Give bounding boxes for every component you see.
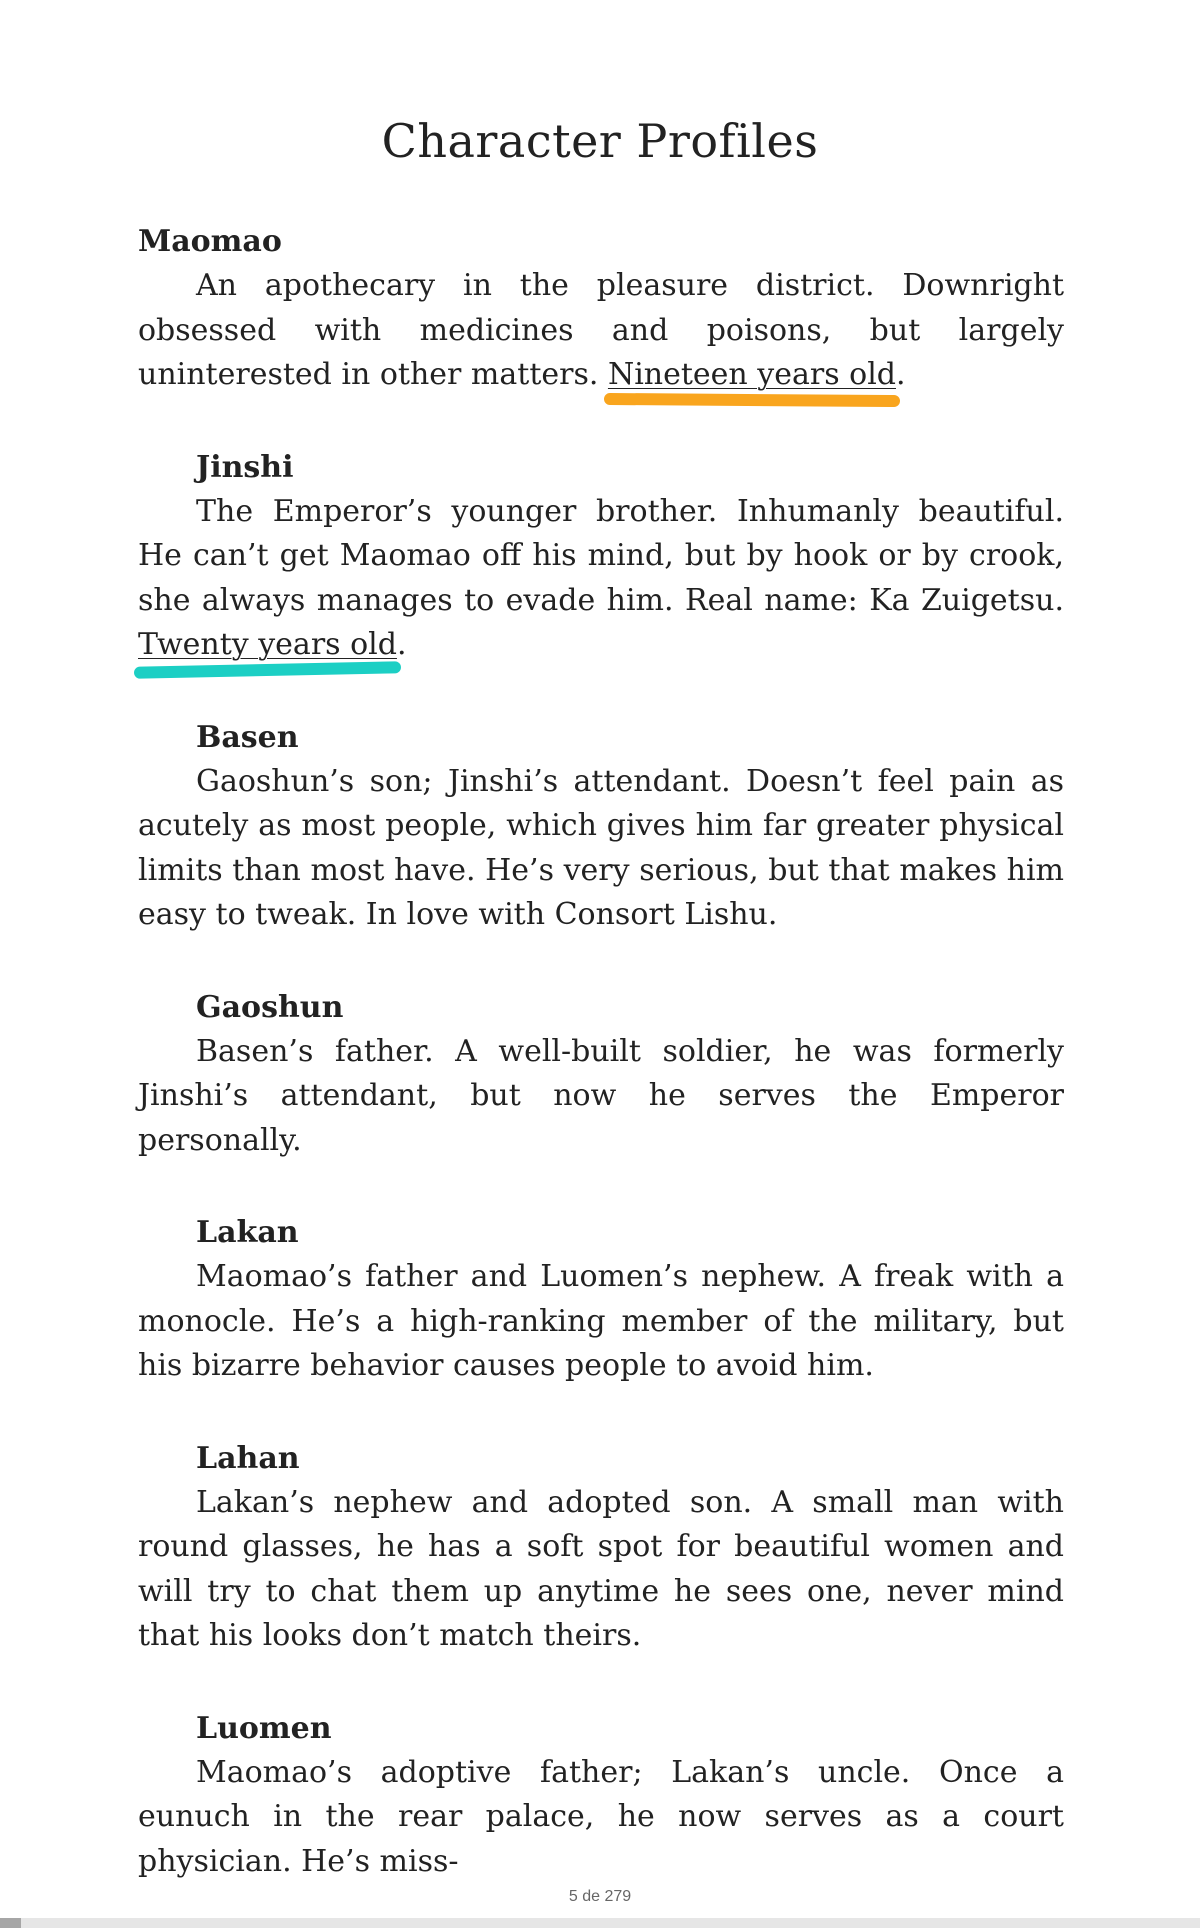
description-text-end: .: [896, 357, 906, 392]
character-description: Basen’s father. A well-built soldier, he was formerly Jinshi’s attendant, but now he serves the Emperor personally.: [138, 1033, 1064, 1158]
character-name: Gaoshun: [196, 989, 344, 1025]
character-entry-maomao: [138, 220, 1064, 398]
character-name: Luomen: [196, 1710, 332, 1746]
description-text: The Emperor’s younger brother. Inhumanly beautiful. He can’t get Maomao off his mind, but by hook or by crook, she always manages to evade him. Real name: Ka Zuigetsu.: [138, 493, 1064, 618]
reading-progress-fill: [0, 1918, 21, 1928]
character-entry-lakan: [138, 1211, 1064, 1389]
description-text-end: .: [396, 627, 407, 662]
character-entry-basen: [138, 716, 1064, 938]
character-entry-jinshi: [138, 446, 1064, 668]
character-entry-luomen: [138, 1707, 1064, 1885]
character-name: Maomao: [138, 224, 282, 259]
character-description: [138, 490, 1064, 668]
highlighted-text-age[interactable]: Nineteen years old: [607, 357, 896, 392]
highlighted-text-age[interactable]: Twenty years old: [138, 627, 397, 662]
character-name: Basen: [196, 719, 299, 755]
highlight-stroke: [604, 393, 900, 407]
character-entry-lahan: [138, 1437, 1064, 1659]
reading-progress-bar[interactable]: [0, 1918, 1200, 1928]
character-name: Lahan: [196, 1440, 300, 1476]
page-body: [138, 220, 1064, 1932]
page-title: Character Profiles: [381, 114, 819, 168]
character-entry-gaoshun: [138, 986, 1064, 1164]
character-description: Maomao’s adoptive father; Lakan’s uncle. Once a eunuch in the rear palace, he now serves as a court physician. He’s miss-: [138, 1754, 1064, 1879]
character-description: [138, 264, 1064, 398]
character-description: Maomao’s father and Luomen’s nephew. A freak with a monocle. He’s a high-ranking member of the military, but his bizarre behavior causes people to avoid him.: [138, 1259, 1064, 1383]
description-text: An apothecary in the pleasure district. Downright obsessed with medicines and poisons, but largely uninterested in other matters.: [138, 268, 1064, 392]
character-name: Jinshi: [196, 449, 294, 485]
character-description: Gaoshun’s son; Jinshi’s attendant. Doesn’t feel pain as acutely as most people, which gives him far greater physical limits than most have. He’s very serious, but that makes him easy to tweak. In love with Consort Lishu.: [138, 763, 1064, 932]
character-name: Lakan: [196, 1215, 299, 1250]
character-description: Lakan’s nephew and adopted son. A small man with round glasses, he has a soft spot for beautiful women and will try to chat them up anytime he sees one, never mind that his looks don’t match theirs.: [138, 1484, 1064, 1653]
page-indicator: 5 de 279: [568, 1888, 632, 1905]
